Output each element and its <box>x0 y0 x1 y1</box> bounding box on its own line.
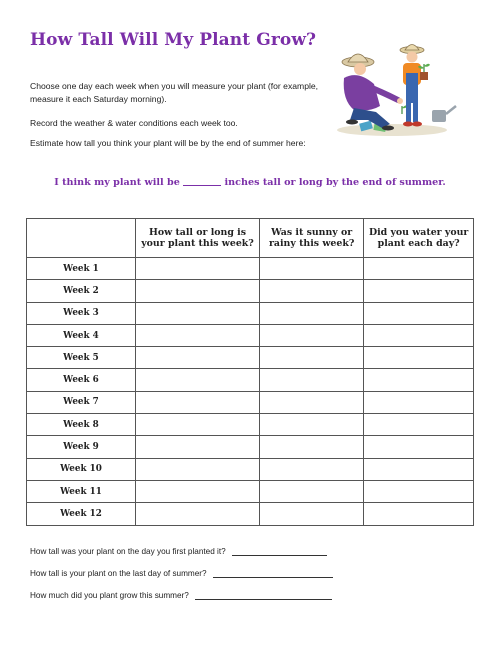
question-initial-height-label: How tall was your plant on the day you first planted it? <box>30 547 226 556</box>
week-label: Week 9 <box>27 436 136 458</box>
question-initial-height <box>30 546 327 556</box>
question-growth-blank[interactable] <box>195 590 332 600</box>
height-cell[interactable] <box>136 391 260 413</box>
water-cell[interactable] <box>364 347 474 369</box>
height-cell[interactable] <box>136 347 260 369</box>
gardening-figures-icon <box>330 40 480 140</box>
table-row <box>27 458 474 480</box>
water-cell[interactable] <box>364 503 474 525</box>
table-row <box>27 480 474 502</box>
question-growth <box>30 590 332 600</box>
weather-cell[interactable] <box>260 369 364 391</box>
table-row <box>27 280 474 302</box>
estimate-statement <box>0 176 500 188</box>
question-final-height-blank[interactable] <box>213 568 333 578</box>
height-cell[interactable] <box>136 369 260 391</box>
week-label: Week 4 <box>27 324 136 346</box>
weather-cell[interactable] <box>260 458 364 480</box>
estimate-statement-before: I think my plant will be <box>54 177 180 188</box>
height-cell[interactable] <box>136 324 260 346</box>
weather-cell[interactable] <box>260 324 364 346</box>
table-header-weather: Was it sunny or rainy this week? <box>260 219 364 258</box>
table-row <box>27 391 474 413</box>
instruction-weather: Record the weather & water conditions each week too. <box>30 118 238 128</box>
water-cell[interactable] <box>364 458 474 480</box>
height-cell[interactable] <box>136 480 260 502</box>
water-cell[interactable] <box>364 302 474 324</box>
weather-cell[interactable] <box>260 280 364 302</box>
week-label: Week 2 <box>27 280 136 302</box>
instruction-estimate: Estimate how tall you think your plant will be by the end of summer here: <box>30 138 306 148</box>
table-row <box>27 414 474 436</box>
weather-cell[interactable] <box>260 503 364 525</box>
estimate-statement-after: inches tall or long by the end of summer. <box>224 177 446 188</box>
week-label: Week 1 <box>27 258 136 280</box>
week-label: Week 3 <box>27 302 136 324</box>
table-row <box>27 324 474 346</box>
question-initial-height-blank[interactable] <box>232 546 327 556</box>
height-cell[interactable] <box>136 503 260 525</box>
table-header-row <box>27 219 474 258</box>
week-label: Week 10 <box>27 458 136 480</box>
table-row <box>27 258 474 280</box>
question-final-height <box>30 568 333 578</box>
weather-cell[interactable] <box>260 347 364 369</box>
height-cell[interactable] <box>136 414 260 436</box>
page-title: How Tall Will My Plant Grow? <box>30 30 317 50</box>
weekly-log-table <box>26 218 474 526</box>
weather-cell[interactable] <box>260 436 364 458</box>
water-cell[interactable] <box>364 258 474 280</box>
water-cell[interactable] <box>364 324 474 346</box>
water-cell[interactable] <box>364 391 474 413</box>
question-growth-label: How much did you plant grow this summer? <box>30 591 189 600</box>
week-label: Week 7 <box>27 391 136 413</box>
water-cell[interactable] <box>364 480 474 502</box>
weather-cell[interactable] <box>260 480 364 502</box>
instruction-measure: Choose one day each week when you will measure your plant (for example, measure it each Saturday morning). <box>30 81 319 104</box>
water-cell[interactable] <box>364 369 474 391</box>
table-row <box>27 302 474 324</box>
estimate-blank[interactable] <box>183 176 221 186</box>
week-label: Week 12 <box>27 503 136 525</box>
weather-cell[interactable] <box>260 258 364 280</box>
week-label: Week 8 <box>27 414 136 436</box>
weather-cell[interactable] <box>260 414 364 436</box>
water-cell[interactable] <box>364 436 474 458</box>
week-label: Week 11 <box>27 480 136 502</box>
table-row <box>27 503 474 525</box>
week-label: Week 5 <box>27 347 136 369</box>
table-row <box>27 347 474 369</box>
height-cell[interactable] <box>136 258 260 280</box>
week-label: Week 6 <box>27 369 136 391</box>
water-cell[interactable] <box>364 414 474 436</box>
table-header-week <box>27 219 136 258</box>
weather-cell[interactable] <box>260 391 364 413</box>
question-final-height-label: How tall is your plant on the last day of summer? <box>30 569 207 578</box>
table-header-height: How tall or long is your plant this week? <box>136 219 260 258</box>
height-cell[interactable] <box>136 280 260 302</box>
height-cell[interactable] <box>136 458 260 480</box>
table-header-water: Did you water your plant each day? <box>364 219 474 258</box>
height-cell[interactable] <box>136 436 260 458</box>
water-cell[interactable] <box>364 280 474 302</box>
weather-cell[interactable] <box>260 302 364 324</box>
height-cell[interactable] <box>136 302 260 324</box>
table-row <box>27 436 474 458</box>
table-row <box>27 369 474 391</box>
